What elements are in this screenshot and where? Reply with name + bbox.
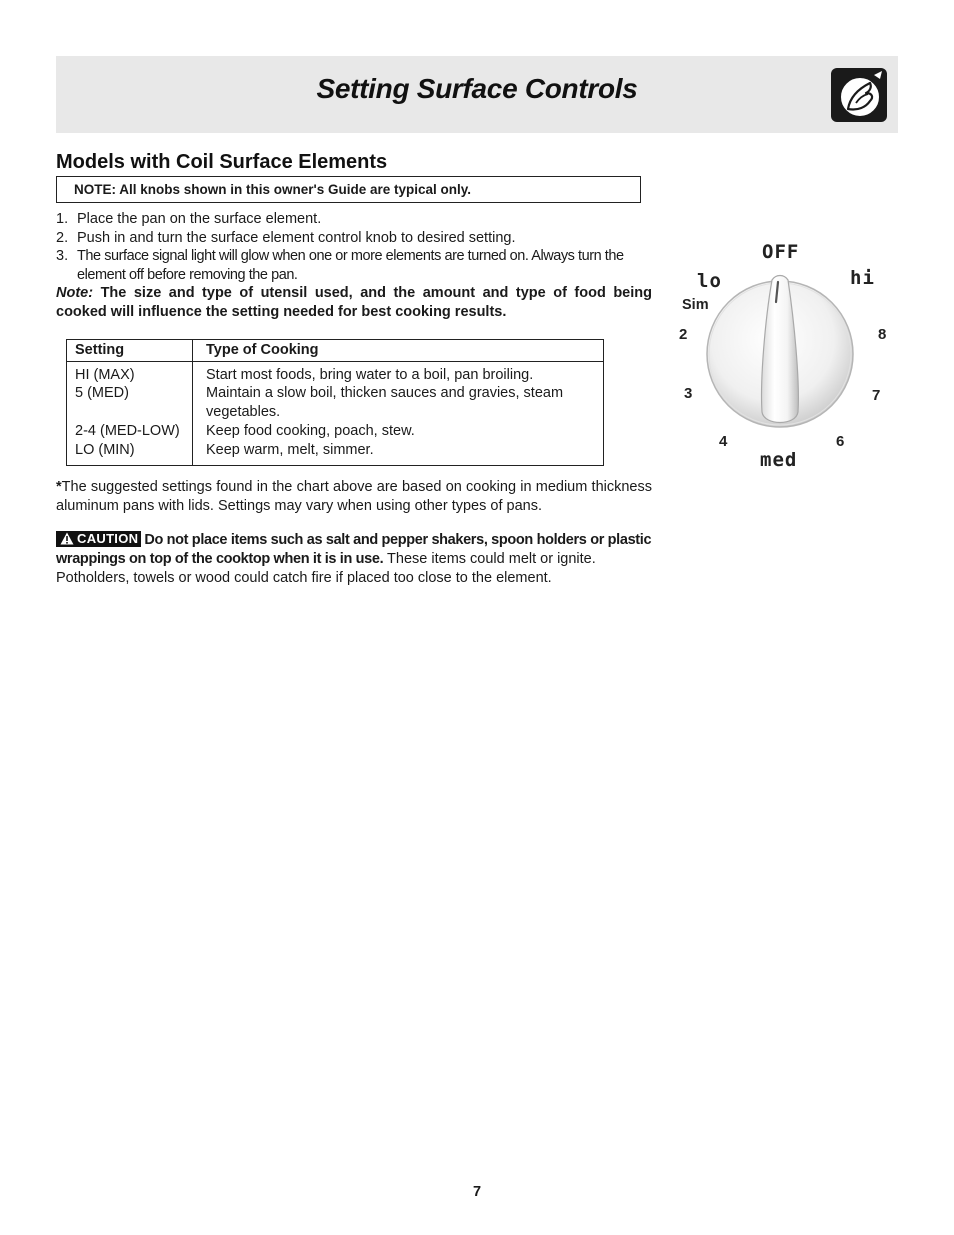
hand-turning-knob-icon	[830, 67, 888, 123]
dial-label-2: 2	[679, 326, 688, 343]
note-text: The size and type of utensil used, and the amount and type of food being cooked will influence the setting needed for best cooking results.	[56, 285, 652, 320]
step-number: 3.	[56, 248, 69, 264]
caution-paragraph	[56, 531, 652, 588]
page-title: Setting Surface Controls	[316, 73, 638, 104]
dial-label-4: 4	[719, 433, 728, 450]
step-text: Place the pan on the surface element.	[77, 211, 322, 227]
table-cell-cooking: Keep food cooking, poach, stew.	[206, 423, 415, 439]
settings-table	[66, 339, 604, 466]
note-label: Note:	[56, 285, 94, 301]
caution-text: These items could melt or ignite. Potholders, towels or wood could catch fire if placed too close to the element.	[56, 551, 596, 586]
step-text: Push in and turn the surface element control knob to desired setting.	[77, 229, 516, 246]
footnote	[56, 478, 652, 515]
section-title: Models with Coil Surface Elements	[56, 151, 388, 173]
page-header	[56, 56, 898, 133]
list-item	[56, 210, 652, 229]
dial-label-8: 8	[878, 326, 887, 343]
note-box: NOTE: All knobs shown in this owner's Guide are typical only.	[56, 176, 641, 203]
table-cell-setting: 5 (MED)	[75, 385, 129, 401]
note-paragraph	[56, 284, 652, 321]
footnote-text: The suggested settings found in the chart above are based on cooking in medium thickness aluminum pans with lids. Settings may vary when using other types of pans.	[56, 479, 652, 514]
dial-label-off: OFF	[762, 241, 800, 263]
step-number: 1.	[56, 211, 69, 227]
dial-label-lo: lo	[697, 270, 722, 292]
dial-label-3: 3	[684, 385, 693, 402]
dial-label-7: 7	[872, 387, 881, 404]
dial-label-med: med	[760, 449, 798, 471]
step-text: The surface signal light will glow when one or more elements are turned on. Always turn the element off before removing the pan.	[77, 248, 624, 283]
list-item	[56, 247, 652, 284]
steps-list	[56, 210, 652, 284]
table-cell-cooking: Start most foods, bring water to a boil, pan broiling.	[206, 367, 534, 383]
table-header-row	[67, 340, 603, 362]
table-cell-setting: LO (MIN)	[75, 442, 135, 458]
warning-triangle-icon	[60, 532, 74, 545]
column-header-type-of-cooking: Type of Cooking	[206, 342, 319, 358]
table-cell-setting: HI (MAX)	[75, 367, 135, 383]
caution-label: CAUTION	[77, 531, 139, 546]
table-cell-setting: 2-4 (MED-LOW)	[75, 423, 180, 439]
step-number: 2.	[56, 229, 69, 246]
footnote-marker: *	[56, 479, 62, 495]
dial-label-6: 6	[836, 433, 845, 450]
column-header-setting: Setting	[75, 342, 125, 358]
list-item	[56, 229, 652, 248]
caution-badge	[56, 531, 141, 547]
column-divider	[192, 340, 193, 465]
page-number: 7	[472, 1184, 482, 1200]
table-cell-cooking: Maintain a slow boil, thicken sauces and gravies, steam vegetables.	[206, 385, 564, 420]
dial-label-sim: Sim	[682, 297, 709, 313]
caution-bold-text: Do not place items such as salt and pepper shakers, spoon holders or plastic wrappings on top of the cooktop when it is in use.	[56, 532, 652, 567]
dial-label-hi: hi	[850, 267, 875, 289]
table-cell-cooking: Keep warm, melt, simmer.	[206, 442, 374, 458]
control-knob-figure	[660, 230, 910, 480]
